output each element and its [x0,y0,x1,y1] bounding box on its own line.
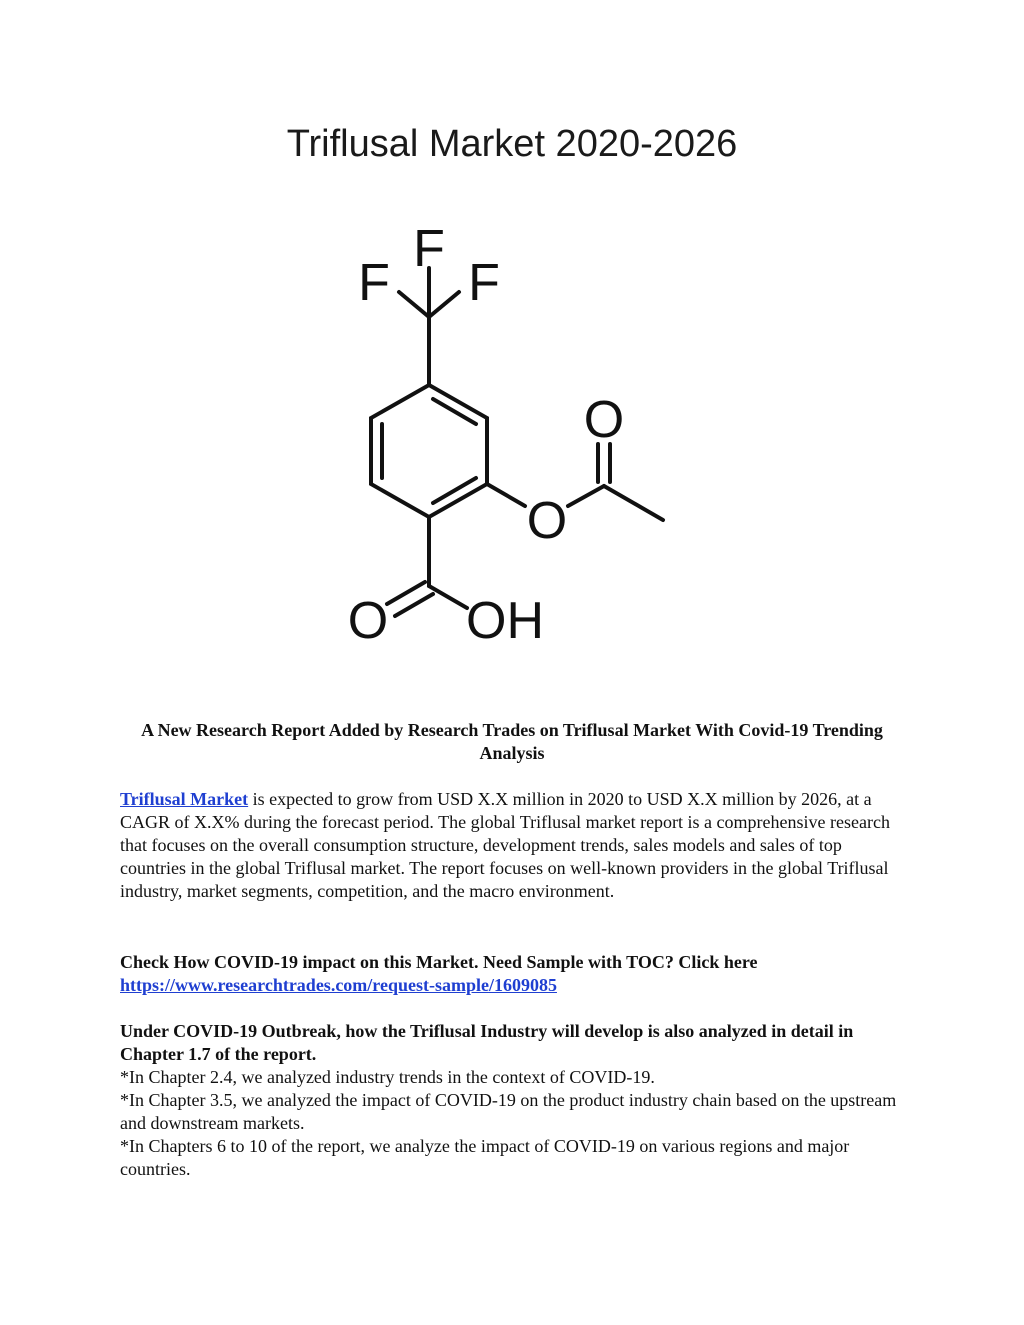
bond-c-f-right [429,292,459,317]
sample-prompt: Check How COVID-19 impact on this Market. Need Sample with TOC? Click here [120,952,758,972]
bond-ring-o [487,484,525,506]
ring-double-bond-top [433,399,476,424]
sample-request-link[interactable]: https://www.researchtrades.com/request-sample/1609085 [120,975,557,995]
bond-c-oh [429,586,467,608]
covid-bullet: *In Chapters 6 to 10 of the report, we analyze the impact of COVID-19 on various regions and major countries. [120,1136,850,1179]
atom-label-oh: OH [466,592,544,650]
atom-label-o-carbonyl: O [583,391,625,449]
bond-c-ch3 [604,486,663,520]
atom-label-f-top: F [413,220,445,278]
intro-paragraph [120,788,910,903]
bond-o-c [568,486,604,506]
triflusal-structure-diagram [330,220,690,660]
report-headline: A New Research Report Added by Research Trades on Triflusal Market With Covid-19 Trending Analysis [141,720,883,763]
covid-section [120,1020,910,1181]
benzene-ring [371,385,487,517]
triflusal-market-link[interactable]: Triflusal Market [120,789,249,809]
page-title: Triflusal Market 2020-2026 [286,123,738,165]
ring-double-bond-bottom [433,478,476,503]
atom-label-o-acid: O [347,592,389,650]
covid-heading: Under COVID-19 Outbreak, how the Triflusal Industry will develop is also analyzed in detail in Chapter 1.7 of the report. [120,1021,854,1064]
atom-label-o-ester: O [526,492,568,550]
intro-body: is expected to grow from USD X.X million in 2020 to USD X.X million by 2026, at a CAGR of X.X% during the forecast period. The global Triflusal market report is a comprehensive research that focuses on the overall consumption structure, development trends, sales models and sales of top countries in the global Triflusal market. The report focuses on well-known providers in the global Triflusal industry, market segments, competition, and the macro environment. [120,789,890,901]
sample-paragraph [120,951,910,997]
covid-bullet: *In Chapter 3.5, we analyzed the impact of COVID-19 on the product industry chain based on the upstream and downstream markets. [120,1090,897,1133]
atom-label-f-right: F [468,254,500,312]
atom-label-f-left: F [358,254,390,312]
covid-bullet: *In Chapter 2.4, we analyzed industry trends in the context of COVID-19. [120,1067,655,1087]
bond-c-f-left [399,292,429,317]
